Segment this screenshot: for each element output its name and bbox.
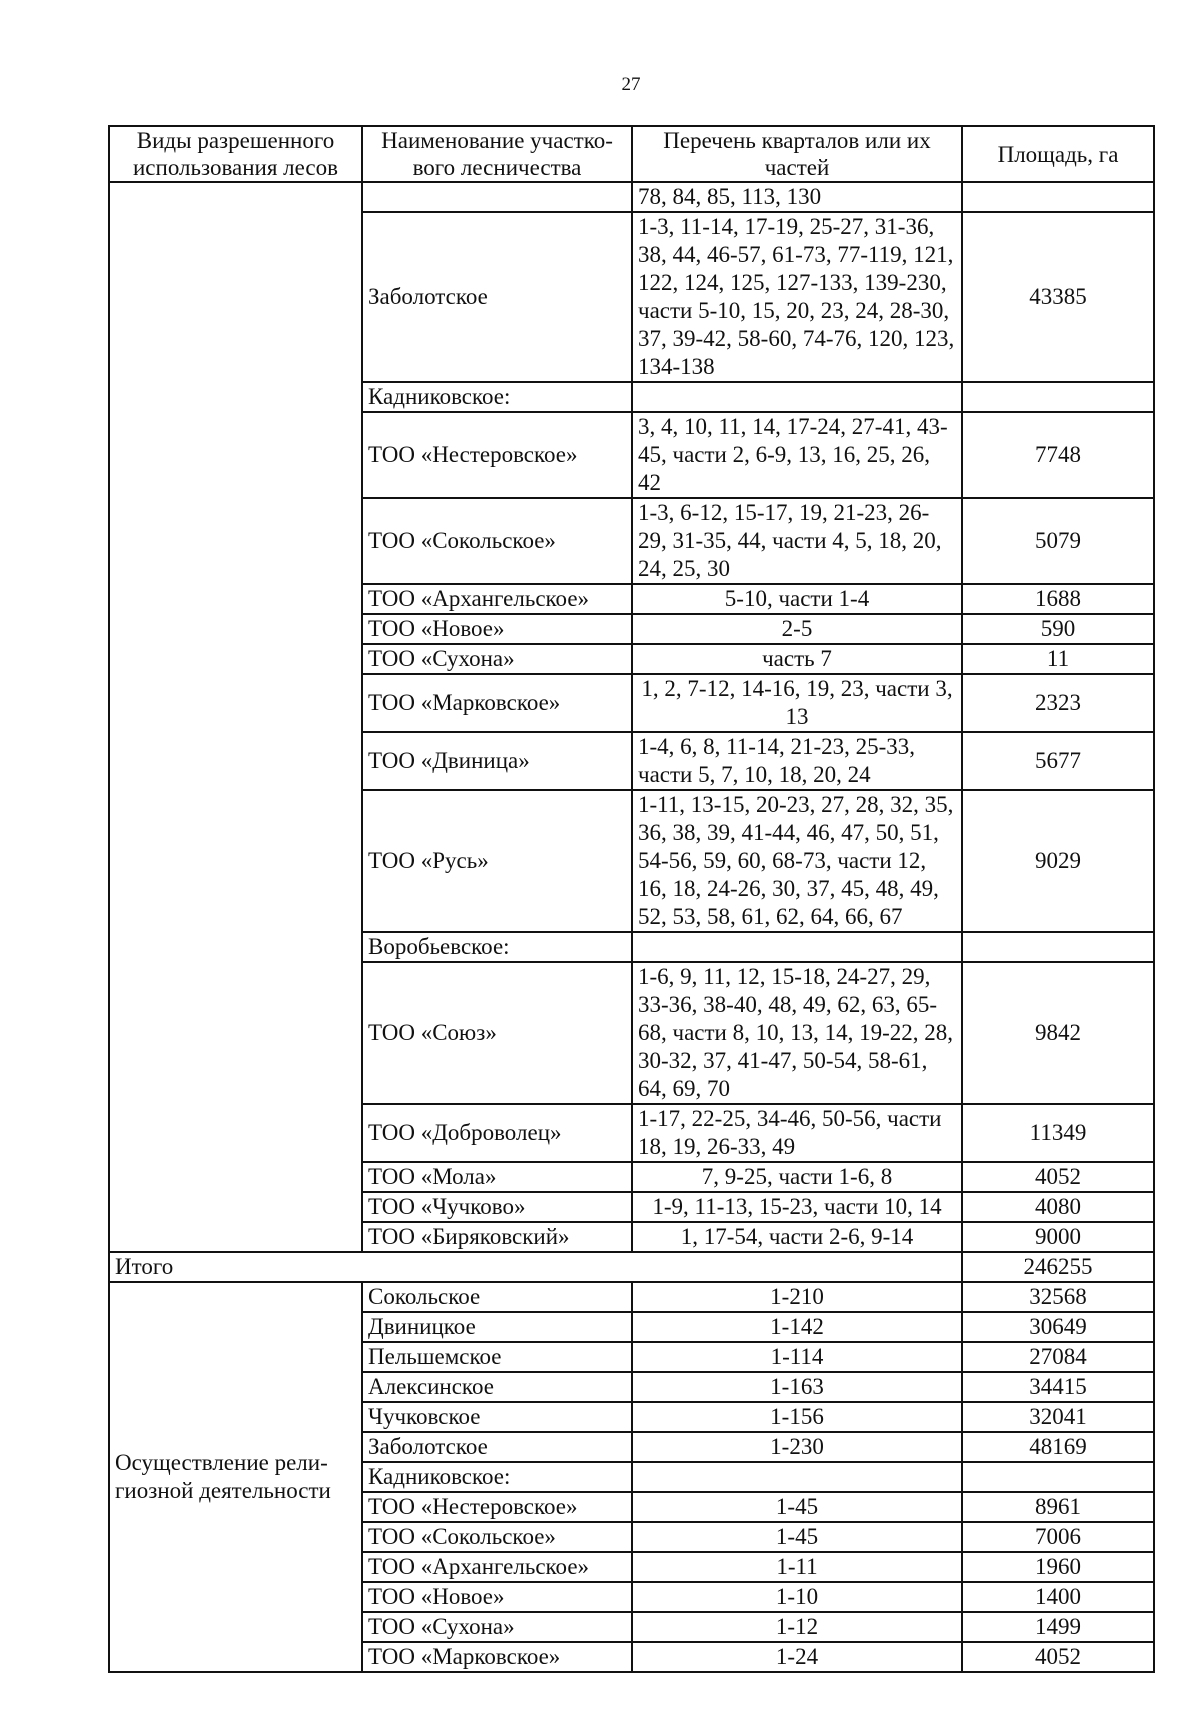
header-area: Площадь, га: [962, 126, 1154, 182]
quarters-cell: 1-12: [632, 1612, 962, 1642]
area-cell: 43385: [962, 212, 1154, 382]
forestry-cell: Алексинское: [362, 1372, 632, 1402]
forestry-cell: ТОО «Доброволец»: [362, 1104, 632, 1162]
area-cell: 4052: [962, 1642, 1154, 1672]
area-cell: 9000: [962, 1222, 1154, 1252]
quarters-cell: 5-10, части 1-4: [632, 584, 962, 614]
area-cell: 7006: [962, 1522, 1154, 1552]
use-type-religious: Осуществление рели-гиозной деятельности: [109, 1282, 362, 1672]
area-cell: 34415: [962, 1372, 1154, 1402]
area-cell: 9029: [962, 790, 1154, 932]
area-cell: 5677: [962, 732, 1154, 790]
quarters-cell: [632, 932, 962, 962]
area-cell: [962, 182, 1154, 212]
quarters-cell: 1-24: [632, 1642, 962, 1672]
forestry-cell: Чучковское: [362, 1402, 632, 1432]
quarters-cell: 1-210: [632, 1282, 962, 1312]
forestry-cell: ТОО «Сокольское»: [362, 1522, 632, 1552]
quarters-cell: 1-142: [632, 1312, 962, 1342]
area-cell: 4052: [962, 1162, 1154, 1192]
forest-use-table: [108, 125, 1155, 1673]
total-label: Итого: [109, 1252, 962, 1282]
forestry-cell: ТОО «Архангельское»: [362, 584, 632, 614]
forestry-cell: ТОО «Сухона»: [362, 644, 632, 674]
quarters-cell: [632, 1462, 962, 1492]
table-row: [109, 1282, 1154, 1312]
quarters-cell: 1-4, 6, 8, 11-14, 21-23, 25-33, части 5, 7, 10, 18, 20, 24: [632, 732, 962, 790]
area-cell: 27084: [962, 1342, 1154, 1372]
area-cell: [962, 932, 1154, 962]
forestry-cell: ТОО «Двиница»: [362, 732, 632, 790]
forestry-cell: Кадниковское:: [362, 382, 632, 412]
forestry-cell: ТОО «Биряковский»: [362, 1222, 632, 1252]
forestry-cell: [362, 182, 632, 212]
quarters-cell: 1-10: [632, 1582, 962, 1612]
area-cell: 11: [962, 644, 1154, 674]
area-cell: 5079: [962, 498, 1154, 584]
area-cell: 32041: [962, 1402, 1154, 1432]
forestry-cell: ТОО «Новое»: [362, 614, 632, 644]
quarters-cell: 1-3, 6-12, 15-17, 19, 21-23, 26-29, 31-35, 44, части 4, 5, 18, 20, 24, 25, 30: [632, 498, 962, 584]
forestry-cell: Кадниковское:: [362, 1462, 632, 1492]
quarters-cell: 1-9, 11-13, 15-23, части 10, 14: [632, 1192, 962, 1222]
quarters-cell: 2-5: [632, 614, 962, 644]
area-cell: 1688: [962, 584, 1154, 614]
area-cell: 2323: [962, 674, 1154, 732]
area-cell: 11349: [962, 1104, 1154, 1162]
forestry-cell: Пельшемское: [362, 1342, 632, 1372]
forestry-cell: ТОО «Нестеровское»: [362, 412, 632, 498]
quarters-cell: 7, 9-25, части 1-6, 8: [632, 1162, 962, 1192]
quarters-cell: 1-163: [632, 1372, 962, 1402]
forestry-cell: Заболотское: [362, 212, 632, 382]
forestry-cell: ТОО «Марковское»: [362, 674, 632, 732]
forestry-cell: Сокольское: [362, 1282, 632, 1312]
header-forestry: Наименование участко-вого лесничества: [362, 126, 632, 182]
area-cell: 8961: [962, 1492, 1154, 1522]
quarters-cell: 1-3, 11-14, 17-19, 25-27, 31-36, 38, 44, 46-57, 61-73, 77-119, 121, 122, 124, 125, 127-133, 139-230, части 5-10, 15, 20, 23, 24, 28-30, 37, 39-42, 58-60, 74-76, 120, 123, 134-138: [632, 212, 962, 382]
forestry-cell: ТОО «Союз»: [362, 962, 632, 1104]
area-cell: 32568: [962, 1282, 1154, 1312]
header-use-type: Виды разрешенного использования лесов: [109, 126, 362, 182]
forestry-cell: Двиницкое: [362, 1312, 632, 1342]
header-quarters: Перечень кварталов или их частей: [632, 126, 962, 182]
forestry-cell: ТОО «Новое»: [362, 1582, 632, 1612]
area-cell: [962, 1462, 1154, 1492]
forestry-cell: ТОО «Русь»: [362, 790, 632, 932]
area-cell: 9842: [962, 962, 1154, 1104]
quarters-cell: 1, 17-54, части 2-6, 9-14: [632, 1222, 962, 1252]
total-row: [109, 1252, 1154, 1282]
quarters-cell: 1-45: [632, 1522, 962, 1552]
forestry-cell: Воробьевское:: [362, 932, 632, 962]
quarters-cell: 3, 4, 10, 11, 14, 17-24, 27-41, 43-45, части 2, 6-9, 13, 16, 25, 26, 42: [632, 412, 962, 498]
quarters-cell: [632, 382, 962, 412]
page-number: 27: [621, 74, 641, 95]
quarters-cell: 1-11, 13-15, 20-23, 27, 28, 32, 35, 36, 38, 39, 41-44, 46, 47, 50, 51, 54-56, 59, 60, 68-73, части 12, 16, 18, 24-26, 30, 37, 45, 48, 49, 52, 53, 58, 61, 62, 64, 66, 67: [632, 790, 962, 932]
forestry-cell: ТОО «Нестеровское»: [362, 1492, 632, 1522]
forestry-cell: ТОО «Марковское»: [362, 1642, 632, 1672]
forestry-cell: ТОО «Чучково»: [362, 1192, 632, 1222]
area-cell: 7748: [962, 412, 1154, 498]
forestry-cell: Заболотское: [362, 1432, 632, 1462]
quarters-cell: 1-156: [632, 1402, 962, 1432]
total-area: 246255: [962, 1252, 1154, 1282]
area-cell: 1400: [962, 1582, 1154, 1612]
table-header-row: [109, 126, 1154, 182]
forestry-cell: ТОО «Мола»: [362, 1162, 632, 1192]
forestry-cell: ТОО «Сухона»: [362, 1612, 632, 1642]
forestry-cell: ТОО «Сокольское»: [362, 498, 632, 584]
quarters-cell: 1, 2, 7-12, 14-16, 19, 23, части 3, 13: [632, 674, 962, 732]
quarters-cell: 78, 84, 85, 113, 130: [632, 182, 962, 212]
area-cell: 48169: [962, 1432, 1154, 1462]
area-cell: 590: [962, 614, 1154, 644]
use-type-cell: [109, 182, 362, 1252]
quarters-cell: 1-11: [632, 1552, 962, 1582]
area-cell: 30649: [962, 1312, 1154, 1342]
table-row: [109, 182, 1154, 212]
area-cell: 1960: [962, 1552, 1154, 1582]
quarters-cell: 1-6, 9, 11, 12, 15-18, 24-27, 29, 33-36, 38-40, 48, 49, 62, 63, 65-68, части 8, 10, 13, 14, 19-22, 28, 30-32, 37, 41-47, 50-54, 58-61, 64, 69, 70: [632, 962, 962, 1104]
quarters-cell: часть 7: [632, 644, 962, 674]
quarters-cell: 1-45: [632, 1492, 962, 1522]
forestry-cell: ТОО «Архангельское»: [362, 1552, 632, 1582]
area-cell: [962, 382, 1154, 412]
quarters-cell: 1-17, 22-25, 34-46, 50-56, части 18, 19, 26-33, 49: [632, 1104, 962, 1162]
quarters-cell: 1-230: [632, 1432, 962, 1462]
area-cell: 1499: [962, 1612, 1154, 1642]
quarters-cell: 1-114: [632, 1342, 962, 1372]
area-cell: 4080: [962, 1192, 1154, 1222]
